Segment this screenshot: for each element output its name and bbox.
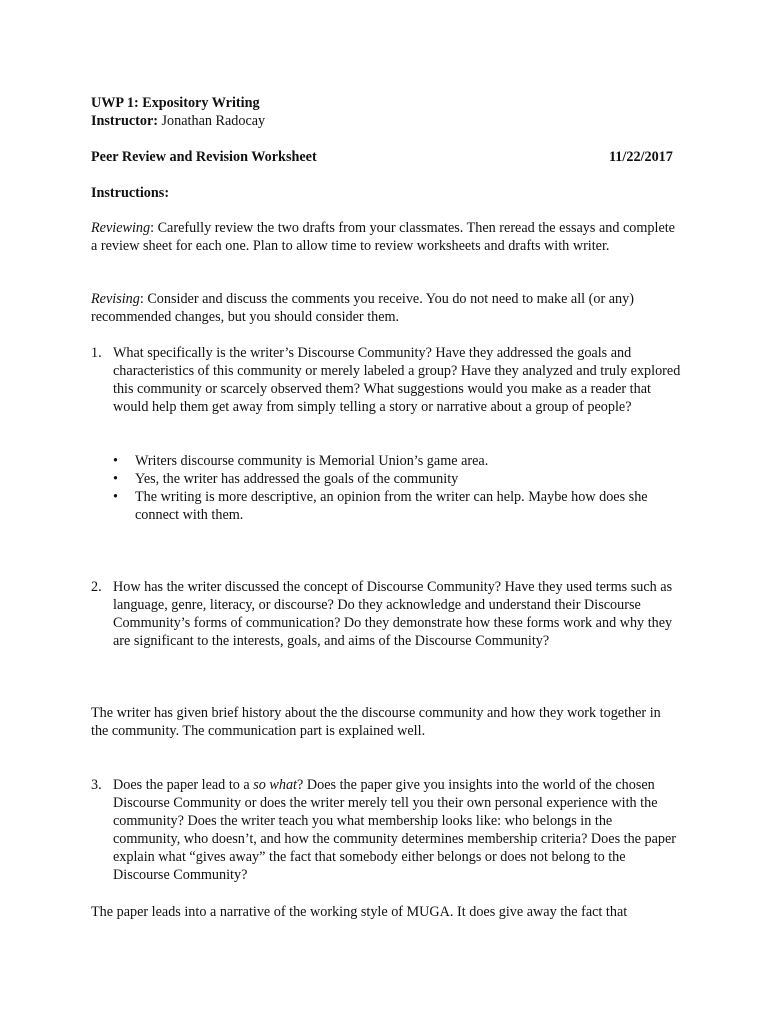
revising-text: : Consider and discuss the comments you receive. You do not need to make all (or any) recommended changes, but you should consider them.	[91, 291, 634, 325]
question-text-part: Does the paper lead to a	[113, 777, 254, 793]
question-2-answer: The writer has given brief history about the the discourse community and how they work together in the community. The communication part is explained well.	[91, 705, 661, 739]
course-title: UWP 1: Expository Writing	[91, 95, 260, 111]
instructor-name: Jonathan Radocay	[161, 113, 266, 129]
bullet-text: Yes, the writer has addressed the goals of the community	[135, 471, 459, 487]
question-1-answers	[113, 452, 681, 524]
question-text-italic: so what	[253, 777, 298, 793]
bullet-icon: •	[113, 453, 118, 469]
list-item	[113, 488, 681, 524]
reviewing-text: : Carefully review the two drafts from your classmates. Then reread the essays and complete a review sheet for each one. Plan to allow time to review worksheets and drafts with writer.	[91, 220, 675, 254]
bullet-icon: •	[113, 471, 118, 487]
revising-paragraph	[91, 290, 681, 326]
bullet-text: The writing is more descriptive, an opinion from the writer can help. Maybe how does she connect with them.	[135, 489, 648, 523]
worksheet-date: 11/22/2017	[609, 149, 673, 165]
question-text: How has the writer discussed the concept of Discourse Community? Have they used terms such as language, genre, literacy, or discourse? Do they acknowledge and understand their Discourse Community’s forms of communication? Do they demonstrate how these forms work and why they are significant to the interests, goals, and aims of the Discourse Community?	[113, 579, 673, 649]
instructor-line	[91, 112, 265, 130]
question-number: 3.	[91, 777, 102, 793]
question-number: 1.	[91, 345, 102, 361]
question-text: What specifically is the writer’s Discourse Community? Have they addressed the goals and characteristics of this community or merely labeled a group? Have they analyzed and truly explored this community or scarcely observed them? What suggestions would you make as a reader that would help them get away from simply telling a story or narrative about a group of people?	[113, 345, 681, 415]
question-1	[91, 344, 681, 416]
worksheet-title: Peer Review and Revision Worksheet	[91, 149, 317, 165]
bullet-text: Writers discourse community is Memorial Union’s game area.	[135, 453, 489, 469]
question-2	[91, 578, 681, 650]
revising-label: Revising	[91, 291, 140, 307]
question-text	[113, 776, 681, 884]
instructions-heading: Instructions:	[91, 185, 170, 201]
question-text-part: ? Does the paper give you insights into the world of the chosen Discourse Community or does the writer merely tell you their own personal experience with the community? Does the writer teach you what membership looks like: who belongs in the community, who doesn’t, and how the community determines membership criteria? Does the paper explain what “gives away” the fact that somebody either belongs or does not belong to the Discourse Community?	[113, 777, 677, 883]
reviewing-label: Reviewing	[91, 220, 151, 236]
bullet-icon: •	[113, 489, 118, 505]
list-item	[113, 470, 681, 488]
question-3-answer: The paper leads into a narrative of the working style of MUGA. It does give away the fact that	[91, 904, 628, 920]
instructor-label: Instructor:	[91, 113, 158, 129]
list-item	[113, 452, 681, 470]
question-number: 2.	[91, 579, 102, 595]
question-3	[91, 776, 681, 884]
bullet-list	[113, 452, 681, 524]
reviewing-paragraph	[91, 219, 681, 255]
